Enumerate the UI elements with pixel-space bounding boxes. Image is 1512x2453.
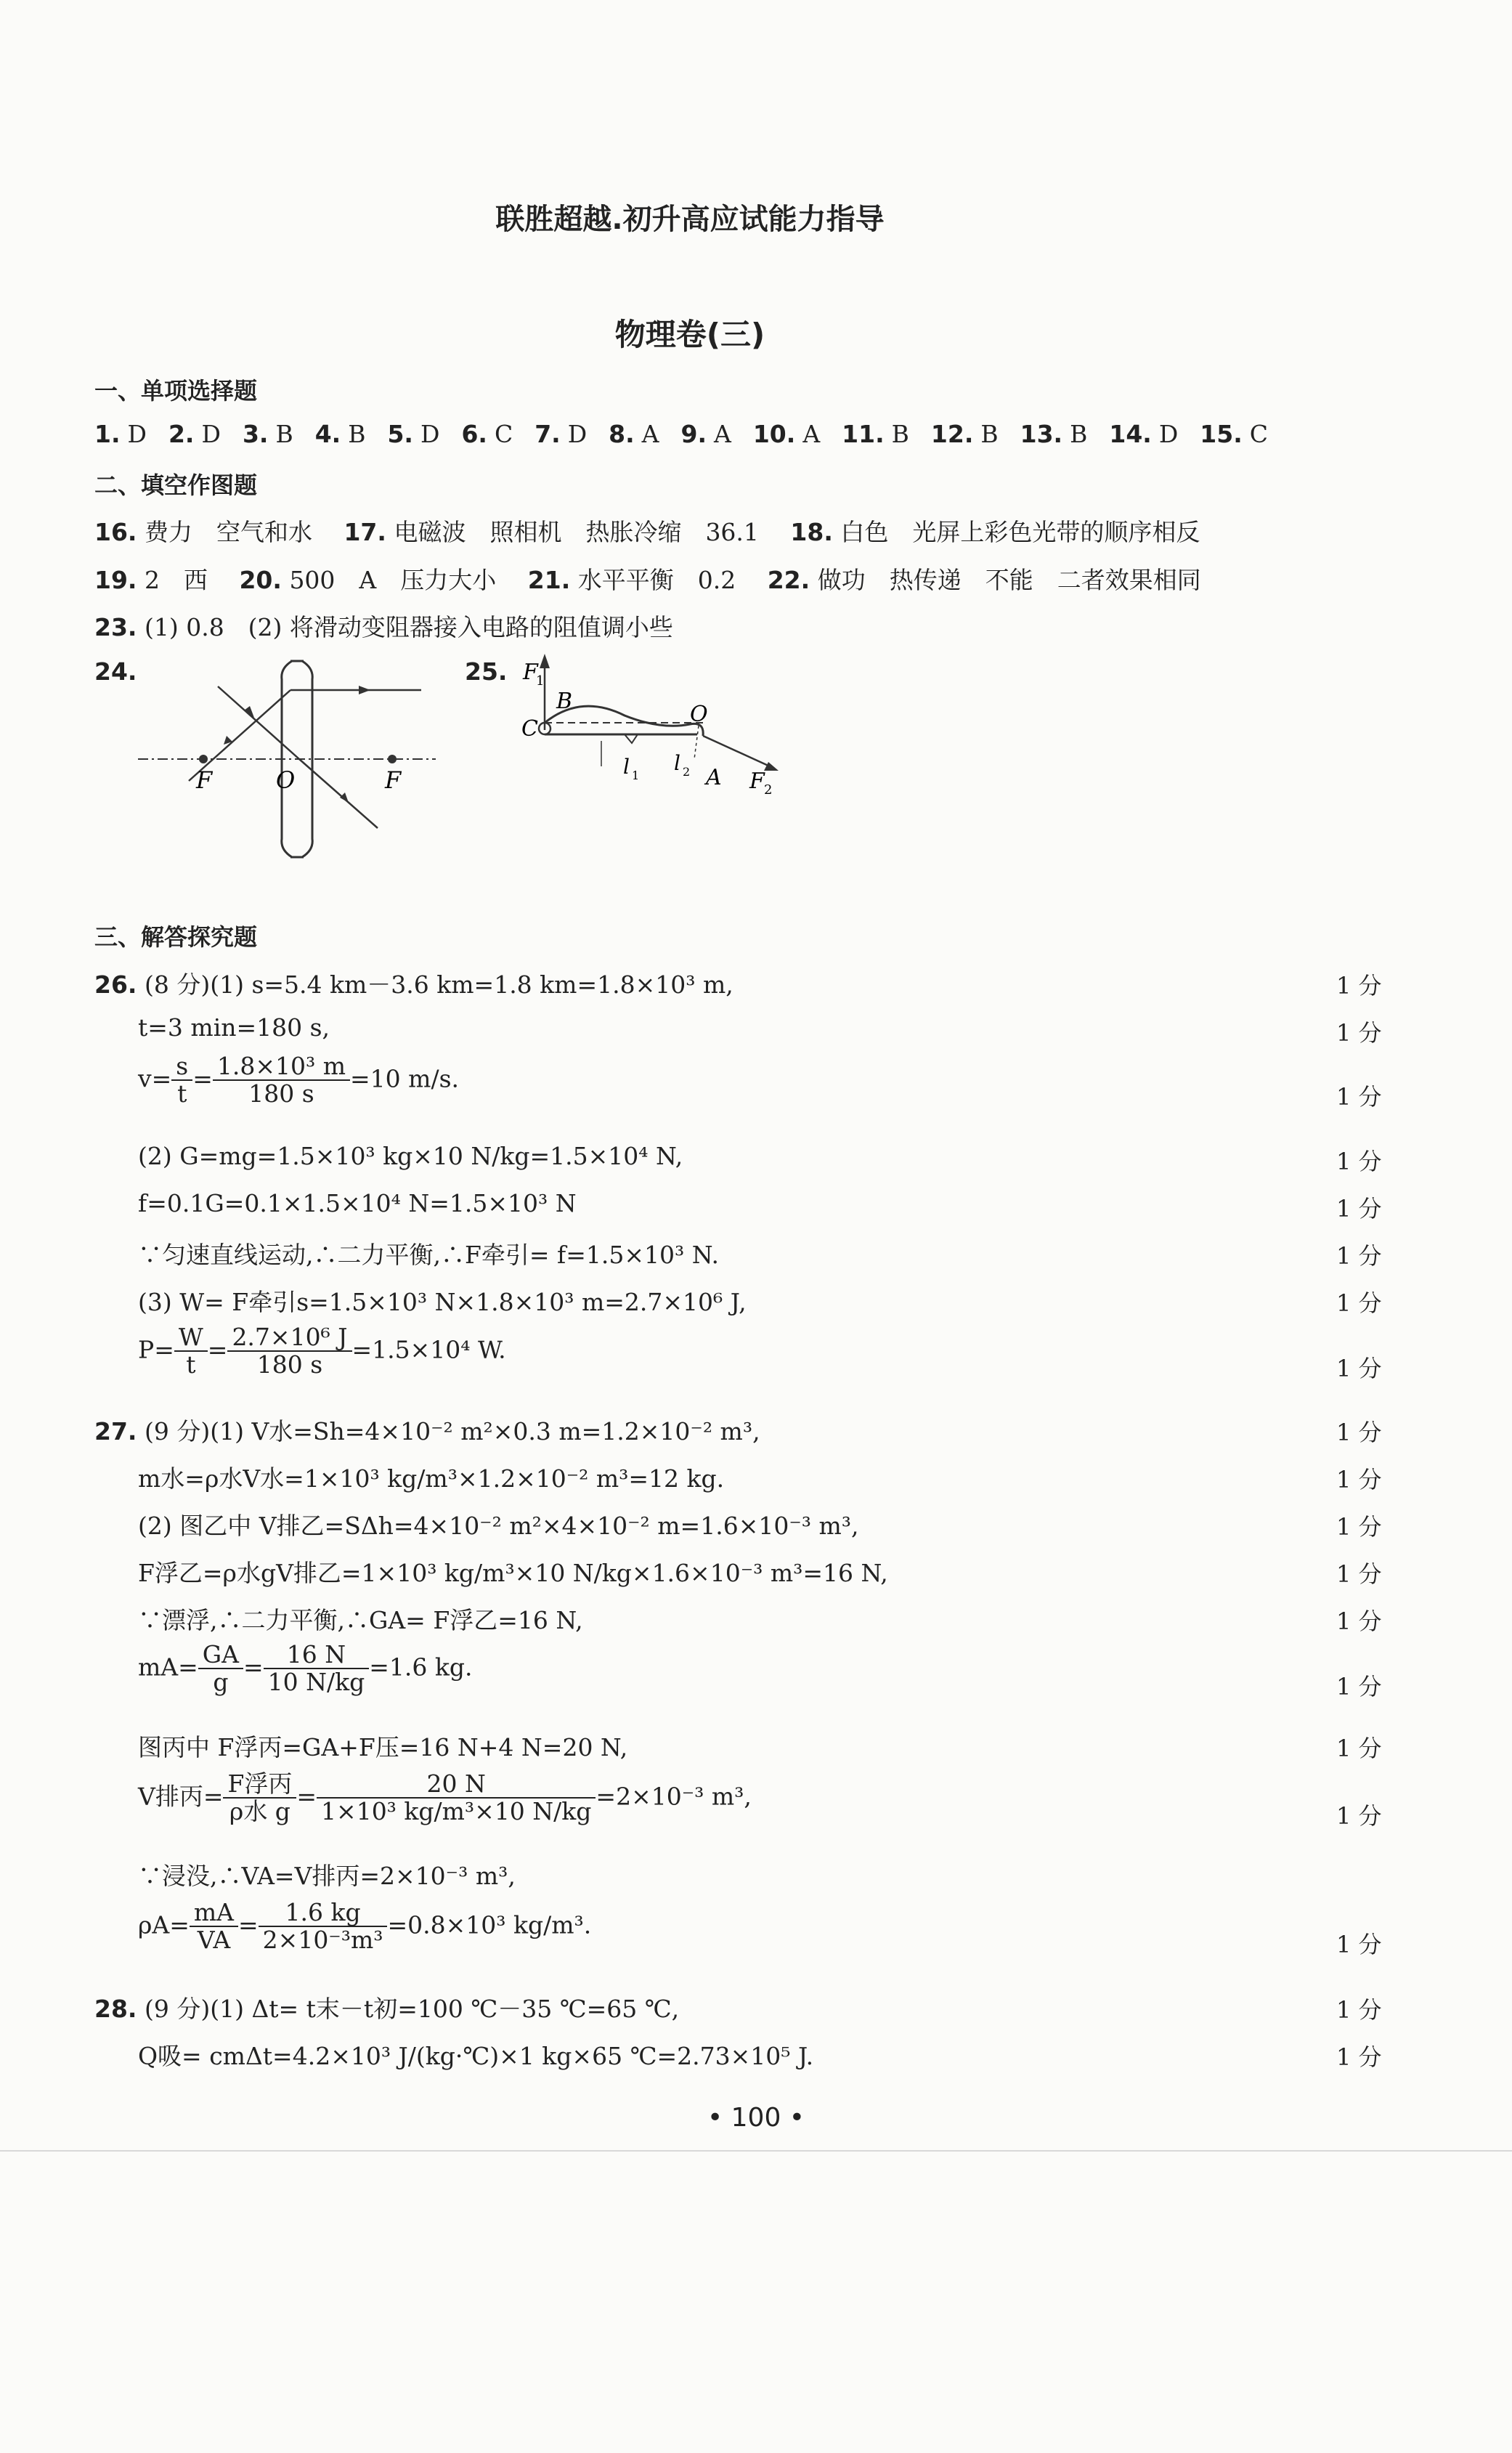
score-label: 1 分 xyxy=(1336,1735,1382,1762)
subscript: 2 xyxy=(764,782,773,798)
score-label: 1 分 xyxy=(1336,1242,1382,1270)
answer-text: (9 分)(1) V水=Sh=4×10⁻² m²×0.3 m=1.2×10⁻² m³, xyxy=(144,1417,760,1446)
force-label: F xyxy=(749,769,765,794)
answer-letter: A xyxy=(641,420,659,448)
score-label: 1 分 xyxy=(1336,1560,1382,1588)
question-number: 21. xyxy=(527,566,571,594)
focus-label: F xyxy=(385,766,402,794)
question-number: 6. xyxy=(461,420,487,448)
point-label: C xyxy=(521,716,538,742)
answer-letter: B xyxy=(348,420,366,448)
mc-item xyxy=(243,420,293,448)
series-title: 联胜超越.初升高应试能力指导 xyxy=(495,203,885,236)
question-number: 10. xyxy=(752,420,796,448)
score-label: 1 分 xyxy=(1336,1513,1382,1541)
mc-item xyxy=(94,420,147,448)
section-heading: 二、填空作图题 xyxy=(94,471,258,499)
answer-line: ∵浸没,∴VA=V排丙=2×10⁻³ m³, xyxy=(138,1862,516,1890)
question-number: 9. xyxy=(680,420,707,448)
answer-letter: B xyxy=(275,420,293,448)
focus-label: F xyxy=(196,766,213,794)
answer-text: (1) 0.8 (2) 将滑动变阻器接入电路的阻值调小些 xyxy=(144,613,673,641)
score-label: 1 分 xyxy=(1336,1673,1382,1700)
answer-line xyxy=(94,1990,679,2024)
mc-item xyxy=(931,420,999,448)
score-label: 1 分 xyxy=(1336,1148,1382,1175)
center-label: O xyxy=(276,766,296,794)
question-number: 13. xyxy=(1020,420,1063,448)
lens-ray-diagram xyxy=(138,654,443,864)
question-number: 4. xyxy=(314,420,341,448)
answer-line: (2) G=mg=1.5×10³ kg×10 N/kg=1.5×10⁴ N, xyxy=(138,1142,683,1170)
answer-letter: B xyxy=(1070,420,1088,448)
subscript: 1 xyxy=(536,673,545,689)
arm-label: l xyxy=(674,751,680,775)
mc-item xyxy=(535,420,587,448)
mc-item xyxy=(842,420,909,448)
score-label: 1 分 xyxy=(1336,1019,1382,1047)
arm-label: l xyxy=(623,755,630,779)
question-number: 11. xyxy=(842,420,885,448)
mc-item xyxy=(315,420,366,448)
answer-letter: D xyxy=(127,420,147,448)
score-label: 1 分 xyxy=(1336,1802,1382,1830)
question-number: 22. xyxy=(767,566,810,594)
score-label: 1 分 xyxy=(1336,1466,1382,1493)
force-label: F xyxy=(523,660,538,685)
answer-text: 电磁波 照相机 热胀冷缩 36.1 xyxy=(394,518,759,546)
score-label: 1 分 xyxy=(1336,972,1382,1000)
question-number: 24. xyxy=(94,657,137,686)
question-number: 27. xyxy=(94,1417,137,1446)
answer-text: 500 A 压力大小 xyxy=(289,566,497,594)
question-number: 12. xyxy=(930,420,974,448)
mc-item xyxy=(609,420,659,448)
answer-text: 白色 光屏上彩色光带的顺序相反 xyxy=(840,518,1200,546)
formula-line: V排丙= $\frac{\text{F浮丙}}{\text{ρ水 g}}$ = $\frac{20 N}{\text{1×10³ kg/m³×10 N/kg}}$ =2×10⁻³ m³, xyxy=(138,1769,752,1826)
score-label: 1 分 xyxy=(1336,1996,1382,2024)
question-number: 23. xyxy=(94,613,137,641)
formula-line: mA= $\frac{GA}{g}$ = $\frac{16 N}{10 N/kg}$ =1.6 kg. xyxy=(138,1640,473,1697)
answer-text: 水平平衡 0.2 xyxy=(577,566,736,594)
answer-letter: B xyxy=(891,420,909,448)
answer-text: 费力 空气和水 xyxy=(144,518,312,546)
mc-item xyxy=(1109,420,1178,448)
mc-item xyxy=(753,420,820,448)
question-number: 28. xyxy=(94,1995,137,2023)
score-label: 1 分 xyxy=(1336,1083,1382,1111)
answer-text: 2 西 xyxy=(144,566,208,594)
answer-line xyxy=(94,609,673,643)
page-number: • 100 • xyxy=(707,2103,805,2133)
page-edge-line xyxy=(0,2150,1512,2152)
section-heading: 一、单项选择题 xyxy=(94,377,258,405)
section-heading: 三、解答探究题 xyxy=(94,923,258,951)
answer-line: (3) W= F牵引s=1.5×10³ N×1.8×10³ m=2.7×10⁶ J, xyxy=(138,1288,747,1316)
lever-diagram xyxy=(516,650,792,803)
score-label: 1 分 xyxy=(1336,1289,1382,1317)
mc-item xyxy=(1020,420,1088,448)
score-label: 1 分 xyxy=(1336,2043,1382,2071)
question-number: 19. xyxy=(94,566,137,594)
question-number: 5. xyxy=(387,420,413,448)
mc-item xyxy=(461,420,513,448)
question-number: 18. xyxy=(790,518,833,546)
subscript: 1 xyxy=(632,769,640,782)
answer-letter: A xyxy=(714,420,731,448)
answer-text: (8 分)(1) s=5.4 km－3.6 km=1.8 km=1.8×10³ m, xyxy=(144,970,733,999)
score-label: 1 分 xyxy=(1336,1419,1382,1446)
formula-line: ρA= $\frac{mA}{VA}$ = $\frac{1.6 kg}{\text{2×10⁻³m³}}$ =0.8×10³ kg/m³. xyxy=(138,1898,592,1955)
score-label: 1 分 xyxy=(1336,1607,1382,1635)
score-label: 1 分 xyxy=(1336,1355,1382,1382)
answer-line: f=0.1G=0.1×1.5×10⁴ N=1.5×10³ N xyxy=(138,1189,577,1217)
mc-item xyxy=(168,420,221,448)
answer-line: 图丙中 F浮丙=GA+F压=16 N+4 N=20 N, xyxy=(138,1733,628,1761)
score-label: 1 分 xyxy=(1336,1195,1382,1223)
question-number: 1. xyxy=(94,420,121,448)
answer-letter: C xyxy=(1249,420,1269,448)
question-number: 16. xyxy=(94,518,137,546)
answer-text: 做功 热传递 不能 二者效果相同 xyxy=(817,566,1201,594)
question-number: 2. xyxy=(168,420,195,448)
question-number: 25. xyxy=(465,657,508,686)
answer-line: (2) 图乙中 V排乙=SΔh=4×10⁻² m²×4×10⁻² m=1.6×10⁻³ m³, xyxy=(138,1512,859,1540)
score-label: 1 分 xyxy=(1336,1931,1382,1958)
answer-line xyxy=(94,1413,760,1447)
paper-title: 物理卷(三) xyxy=(614,317,765,352)
question-number: 7. xyxy=(535,420,561,448)
answer-text: (9 分)(1) Δt= t末－t初=100 ℃－35 ℃=65 ℃, xyxy=(144,1995,680,2023)
mc-answers xyxy=(94,420,1290,448)
question-number: 26. xyxy=(94,970,137,999)
answer-line xyxy=(94,514,1200,548)
question-number: 15. xyxy=(1200,420,1243,448)
answer-line: ∵漂浮,∴二力平衡,∴GA= F浮乙=16 N, xyxy=(138,1606,583,1634)
answer-letter: B xyxy=(980,420,999,448)
answer-letter: A xyxy=(802,420,821,448)
answer-line: m水=ρ水V水=1×10³ kg/m³×1.2×10⁻² m³=12 kg. xyxy=(138,1464,725,1493)
answer-line: F浮乙=ρ水gV排乙=1×10³ kg/m³×10 N/kg×1.6×10⁻³ m³=16 N, xyxy=(138,1559,888,1587)
answer-letter: D xyxy=(1158,420,1179,448)
formula-line: v= $\frac{s}{t}$ = $\frac{\text{1.8×10³ m}}{180 s}$ =10 m/s. xyxy=(138,1052,459,1108)
question-number: 17. xyxy=(344,518,386,546)
mc-item xyxy=(681,420,731,448)
point-label: B xyxy=(556,689,573,714)
pivot-label: O xyxy=(690,702,708,727)
answer-letter: D xyxy=(567,420,588,448)
answer-line: ∵匀速直线运动,∴二力平衡,∴F牵引= f=1.5×10³ N. xyxy=(138,1241,719,1269)
answer-letter: C xyxy=(494,420,513,448)
mc-item xyxy=(1200,420,1268,448)
subscript: 2 xyxy=(683,765,691,779)
answer-letter: D xyxy=(201,420,221,448)
question-number: 3. xyxy=(242,420,269,448)
formula-line: P= $\frac{W}{t}$ = $\frac{\text{2.7×10⁶ J}}{180 s}$ =1.5×10⁴ W. xyxy=(138,1323,506,1379)
question-number: 20. xyxy=(239,566,282,594)
point-label: A xyxy=(706,765,722,790)
answer-line xyxy=(94,966,733,1000)
answer-line: Q吸= cmΔt=4.2×10³ J/(kg·℃)×1 kg×65 ℃=2.73×10⁵ J. xyxy=(138,2042,814,2070)
question-number: 14. xyxy=(1109,420,1152,448)
answer-letter: D xyxy=(420,420,440,448)
mc-item xyxy=(387,420,439,448)
answer-line xyxy=(94,561,1201,596)
answer-line: t=3 min=180 s, xyxy=(138,1013,330,1042)
question-number: 8. xyxy=(609,420,635,448)
